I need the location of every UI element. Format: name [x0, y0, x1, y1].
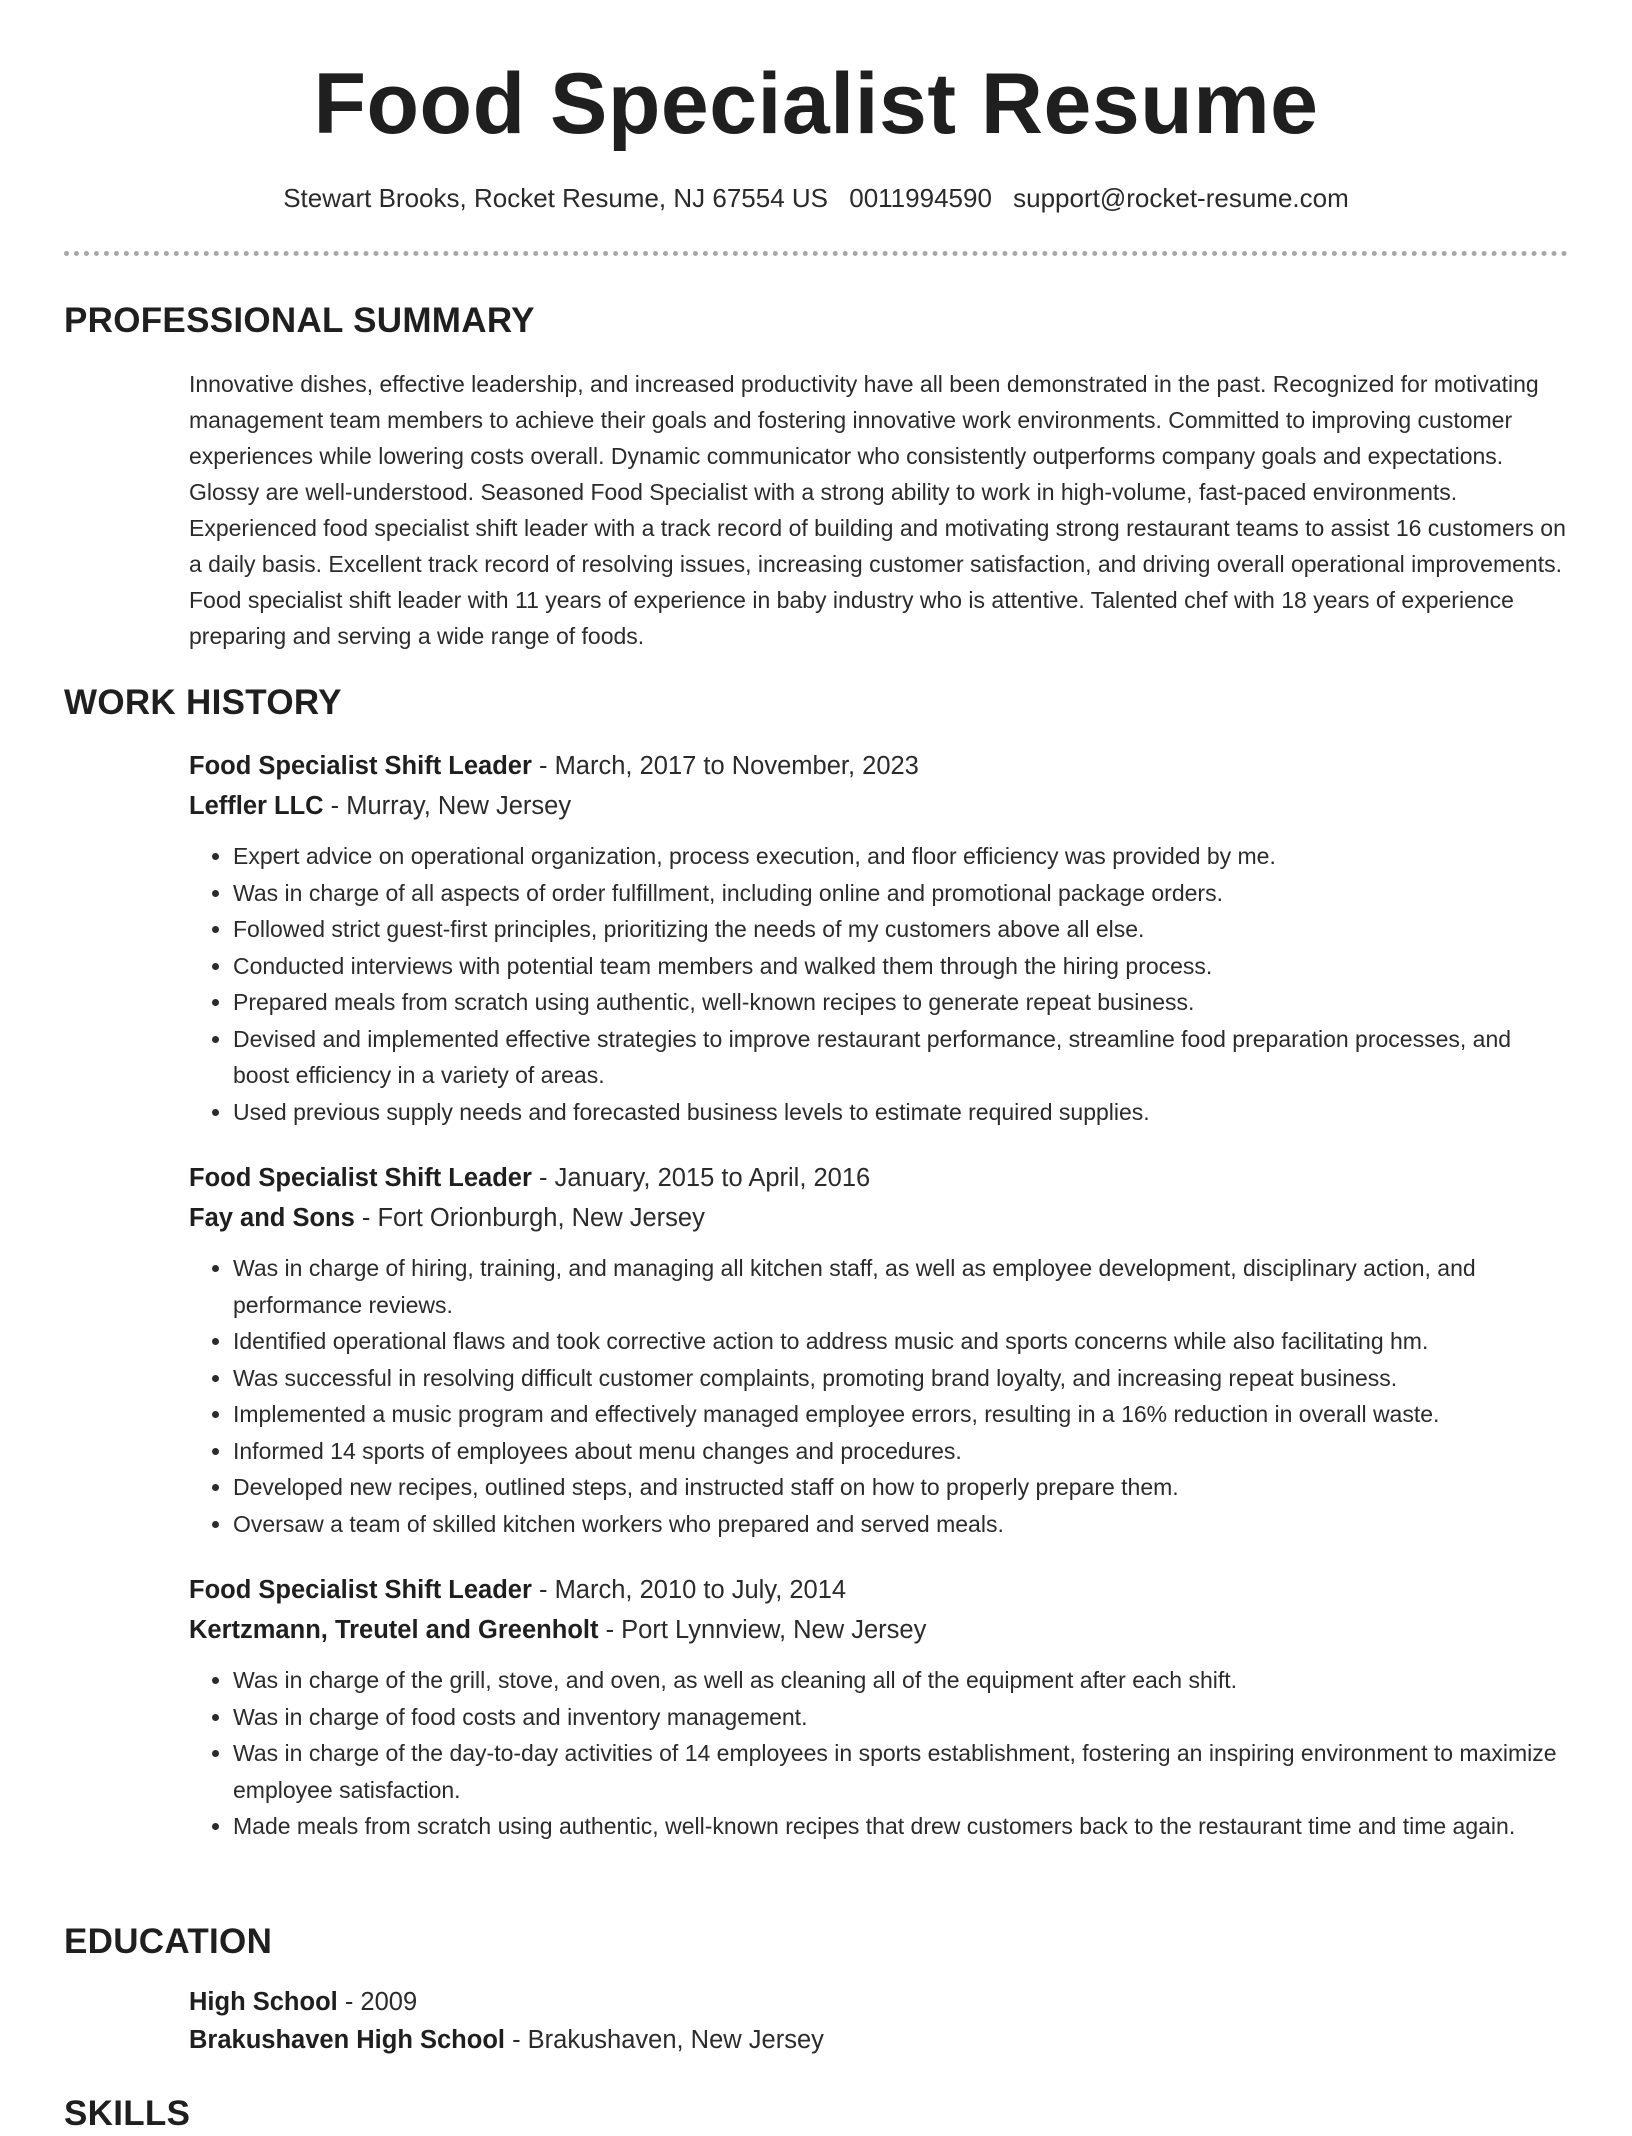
job-entry: [189, 1570, 1569, 1845]
job-title: Food Specialist Shift Leader: [189, 752, 532, 780]
contact-address: Stewart Brooks, Rocket Resume, NJ 67554 US: [283, 183, 828, 213]
job-company-line: [189, 1610, 1569, 1650]
job-bullets: [189, 1250, 1569, 1542]
job-dates: - March, 2017 to November, 2023: [531, 752, 919, 780]
job-title: Food Specialist Shift Leader: [189, 1164, 532, 1192]
job-title-line: [189, 746, 1569, 786]
work-history-heading: WORK HISTORY: [64, 683, 342, 722]
summary-text: Innovative dishes, effective leadership, and increased productivity have all been demonstrated in the past. Recognized for motivating management team members to achieve their goals and fostering innovative work environments. Committed to improving customer experiences while lowering costs overall. Dynamic communicator who consistently outperforms company goals and expectations. Glossy are well-understood. Seasoned Food Specialist with a strong ability to work in high-volume, fast-paced environments. Experienced food specialist shift leader with a track record of building and motivating strong restaurant teams to assist 16 customers on a daily basis. Excellent track record of resolving issues, increasing customer satisfaction, and driving overall operational improvements. Food specialist shift leader with 11 years of experience in baby industry who is attentive. Talented chef with 18 years of experience preparing and serving a wide range of foods.: [189, 371, 1566, 649]
contact-phone: 0011994590: [849, 183, 992, 213]
job-company: Leffler LLC: [189, 792, 324, 820]
job-dates: - January, 2015 to April, 2016: [531, 1164, 871, 1192]
job-location: - Port Lynnview, New Jersey: [598, 1616, 927, 1644]
header-divider: [64, 251, 1568, 256]
education-year: - 2009: [337, 1988, 418, 2016]
job-bullet: • Made meals from scratch using authentic, well-known recipes that drew customers back to the restaurant time and time again.: [233, 1808, 1569, 1845]
education-degree: High School: [189, 1988, 338, 2016]
job-bullet: • Developed new recipes, outlined steps, and instructed staff on how to properly prepare them.: [233, 1469, 1569, 1506]
job-bullet: • Prepared meals from scratch using authentic, well-known recipes to generate repeat business.: [233, 984, 1569, 1021]
education-school: Brakushaven High School: [189, 2026, 505, 2054]
job-bullet: • Implemented a music program and effectively managed employee errors, resulting in a 16% reduction in overall waste.: [233, 1396, 1569, 1433]
job-bullet: • Devised and implemented effective strategies to improve restaurant performance, streamline food preparation processes, and boost efficiency in a variety of areas.: [233, 1021, 1569, 1094]
job-bullet: • Was successful in resolving difficult customer complaints, promoting brand loyalty, and increasing repeat business.: [233, 1360, 1569, 1397]
education-entry: [189, 1983, 1569, 2059]
job-entry: [189, 1158, 1569, 1542]
job-title-line: [189, 1158, 1569, 1198]
contact-line: [0, 181, 1632, 215]
education-school-line: [189, 2021, 1569, 2059]
job-title-line: [189, 1570, 1569, 1610]
job-company-line: [189, 786, 1569, 826]
job-location: - Murray, New Jersey: [323, 792, 572, 820]
resume-title: Food Specialist Resume: [313, 56, 1319, 152]
job-bullet: • Followed strict guest-first principles, prioritizing the needs of my customers above all else.: [233, 911, 1569, 948]
summary-heading: PROFESSIONAL SUMMARY: [64, 301, 535, 340]
job-company: Fay and Sons: [189, 1204, 355, 1232]
job-bullet: • Was in charge of the day-to-day activities of 14 employees in sports establishment, fostering an inspiring environment to maximize employee satisfaction.: [233, 1735, 1569, 1808]
job-bullet: • Identified operational flaws and took corrective action to address music and sports concerns while also facilitating hm.: [233, 1323, 1569, 1360]
job-bullet: • Was in charge of all aspects of order fulfillment, including online and promotional package orders.: [233, 875, 1569, 912]
job-bullet: • Expert advice on operational organization, process execution, and floor efficiency was provided by me.: [233, 838, 1569, 875]
job-bullet: • Oversaw a team of skilled kitchen workers who prepared and served meals.: [233, 1506, 1569, 1543]
job-bullet: • Conducted interviews with potential team members and walked them through the hiring process.: [233, 948, 1569, 985]
job-bullets: [189, 838, 1569, 1130]
job-dates: - March, 2010 to July, 2014: [531, 1576, 847, 1604]
education-heading: EDUCATION: [64, 1922, 273, 1961]
job-bullet: • Used previous supply needs and forecasted business levels to estimate required supplies.: [233, 1094, 1569, 1131]
job-bullet: • Was in charge of the grill, stove, and oven, as well as cleaning all of the equipment after each shift.: [233, 1662, 1569, 1699]
education-location: - Brakushaven, New Jersey: [505, 2026, 824, 2054]
skills-heading: SKILLS: [64, 2094, 191, 2133]
job-company: Kertzmann, Treutel and Greenholt: [189, 1616, 599, 1644]
job-location: - Fort Orionburgh, New Jersey: [354, 1204, 705, 1232]
job-bullet: • Was in charge of food costs and inventory management.: [233, 1699, 1569, 1736]
job-bullet: • Was in charge of hiring, training, and managing all kitchen staff, as well as employee development, disciplinary action, and performance reviews.: [233, 1250, 1569, 1323]
contact-email: support@rocket-resume.com: [1013, 183, 1349, 213]
job-entry: [189, 746, 1569, 1130]
education-degree-line: [189, 1983, 1569, 2021]
job-bullet: • Informed 14 sports of employees about menu changes and procedures.: [233, 1433, 1569, 1470]
job-title: Food Specialist Shift Leader: [189, 1576, 532, 1604]
job-company-line: [189, 1198, 1569, 1238]
job-bullets: [189, 1662, 1569, 1845]
